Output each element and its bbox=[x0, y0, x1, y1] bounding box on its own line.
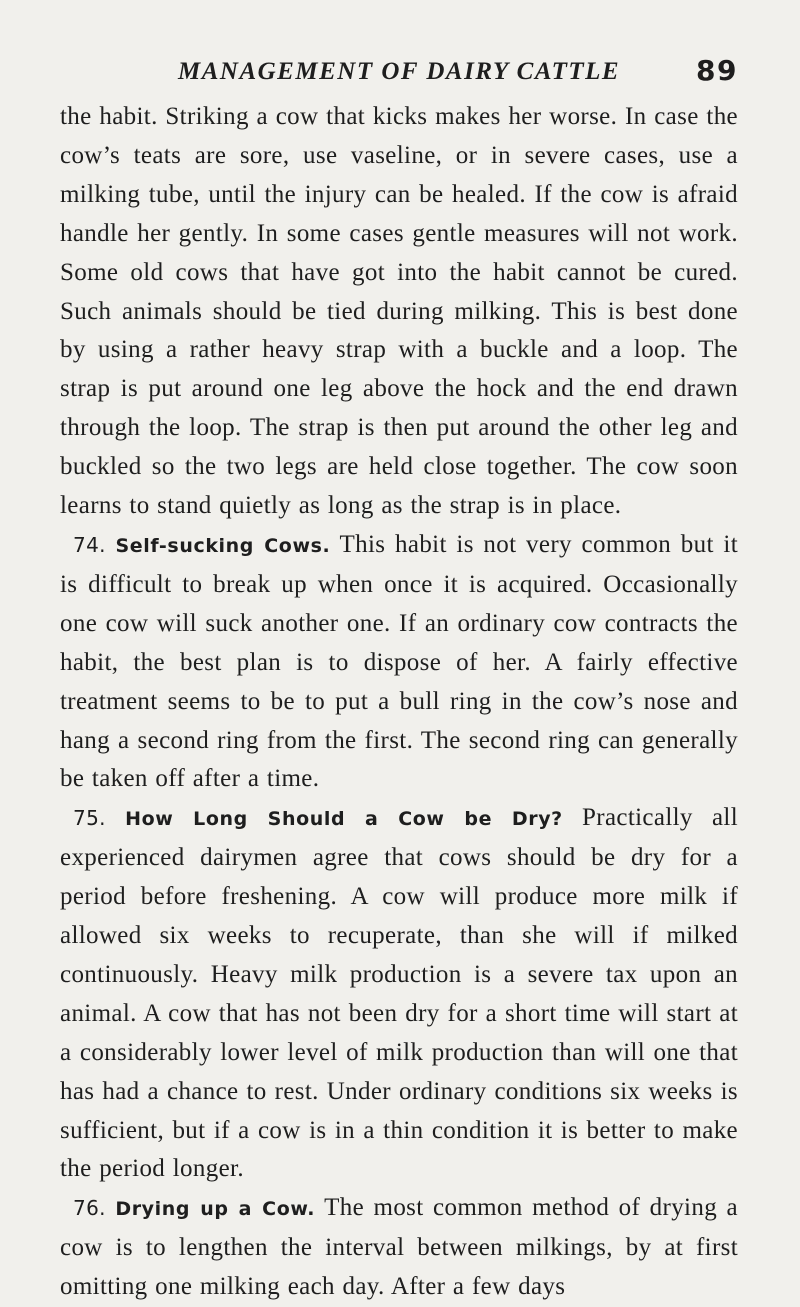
section-76 bbox=[60, 1189, 738, 1307]
book-page bbox=[60, 48, 738, 1307]
paragraph-text: The most common method of drying a cow is to lengthen the interval between milkings, by at first omitting one milking each day. After a few days bbox=[60, 1194, 738, 1301]
paragraph-text: the habit. Striking a cow that kicks makes her worse. In case the cow’s teats are sore, use vaseline, or in severe cases, use a milking tube, until the injury can be healed. If the cow is afraid handle her gently. In some cases gentle measures will not work. Some old cows that have got into the habit cannot be cured. Such animals should be tied during milking. This is best done by using a rather heavy strap with a buckle and a loop. The strap is put around one leg above the hock and the end drawn through the loop. The strap is then put around the other leg and buckled so the two legs are held close together. The cow soon learns to stand quietly as long as the strap is in place. bbox=[60, 103, 738, 520]
body-text bbox=[60, 98, 738, 1307]
section-74 bbox=[60, 526, 738, 799]
section-number: 74. bbox=[73, 532, 106, 557]
paragraph-text: Practically all experienced dairymen agree that cows should be dry for a period before freshening. A cow will produce more milk if allowed six weeks to recuperate, than she will if milked continuously. Heavy milk production is a severe tax upon an animal. A cow that has not been dry for a short time will start at a considerably lower level of milk production than will one that has had a chance to rest. Under ordinary conditions six weeks is sufficient, but if a cow is in a thin condition it is better to make the period longer. bbox=[60, 804, 738, 1183]
section-heading: How Long Should a Cow be Dry? bbox=[125, 808, 563, 831]
section-75 bbox=[60, 799, 738, 1189]
section-heading: Self-sucking Cows. bbox=[115, 534, 331, 557]
paragraph-continuation bbox=[60, 98, 738, 526]
page-number: 89 bbox=[696, 54, 738, 87]
section-number: 75. bbox=[73, 806, 106, 831]
paragraph-text: This habit is not very common but it is difficult to break up when once it is acquired. Occasionally one cow will suck another one. If an ordinary cow contracts the habit, the best plan is to dispose of her. A fairly effective treatment seems to be to put a bull ring in the cow’s nose and hang a second ring from the first. The second ring can generally be taken off after a time. bbox=[60, 530, 738, 793]
running-head bbox=[60, 48, 738, 92]
section-heading: Drying up a Cow. bbox=[115, 1198, 316, 1221]
running-title: MANAGEMENT OF DAIRY CATTLE bbox=[178, 58, 621, 85]
section-number: 76. bbox=[73, 1196, 106, 1221]
